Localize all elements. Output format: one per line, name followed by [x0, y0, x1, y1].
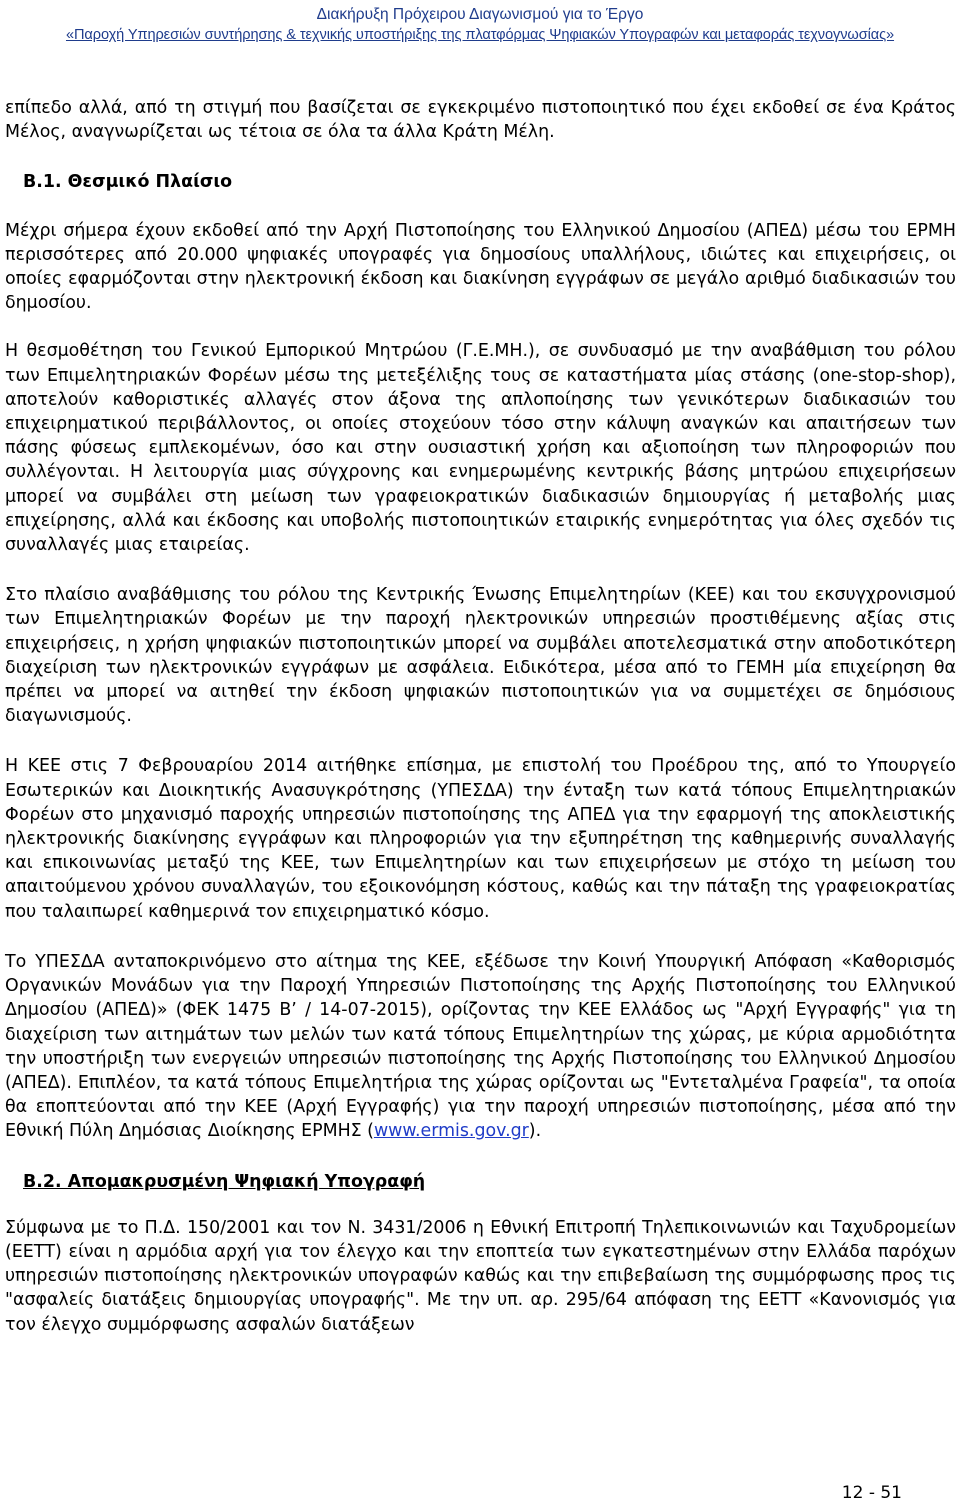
page-number: 12 - 51 [841, 1483, 902, 1503]
header-project-title: «Παροχή Υπηρεσιών συντήρησης & τεχνικής υποστήριξης της πλατφόρμας Ψηφιακών Υπογραφών και μεταφοράς τεχνογνωσίας» [65, 27, 895, 43]
paragraph-intro: επίπεδο αλλά, από τη στιγμή που βασίζεται σε εγκεκριμένο πιστοποιητικό που έχει εκδοθεί σε ένα Κράτος Μέλος, αναγνωρίζεται ως τέτοια σε όλα τα άλλα Κράτη Μέλη. [5, 98, 956, 143]
document-body [5, 96, 956, 1363]
paragraph-kee-upgrade: Στο πλαίσιο αναβάθμισης του ρόλου της Κεντρικής Ένωσης Επιμελητηρίων (ΚΕΕ) και του εκσυγχρονισμού των Επιμελητηριακών Φορέων με την παροχή ηλεκτρονικών υπηρεσιών προστιθέμενης αξίας στις επιχειρήσεις, η χρήση ψηφιακών πιστοποιητικών μπορεί να συμβάλει αποτελεσματικά στην αποδοτικότερη διαχείριση των ηλεκτρονικών εγγράφων με ασφάλεια. Ειδικότερα, μέσα από το ΓΕΜΗ μία επιχείρηση θα πρέπει να μπορεί να αιτηθεί την έκδοση ψηφιακών πιστοποιητικών για να συμμετέχει σε δημόσιους διαγωνισμούς. [5, 585, 956, 727]
section-heading-institutional-framework: Β.1. Θεσμικό Πλαίσιο [23, 172, 233, 193]
paragraph-ypesda-end: ). [528, 1121, 542, 1142]
header-title: Διακήρυξη Πρόχειρου Διαγωνισμού για το Έργο [316, 6, 644, 23]
paragraph-kee-request: Η ΚΕΕ στις 7 Φεβρουαρίου 2014 αιτήθηκε επίσημα, με επιστολή του Προέδρου της, από το Υπουργείο Εσωτερικών και Διοικητικής Ανασυγκρότησης (ΥΠΕΣΔΑ) την ένταξη των κατά τόπους Επιμελητηριακών Φορέων στο μηχανισμό παροχής υπηρεσιών πιστοποίησης της ΑΠΕΔ για την εφαρμογή της αποκλειστικής ηλεκτρονικής διακίνησης εγγράφων και πληροφοριών για την εξυπηρέτηση της καθημερινής συναλλαγής και επικοινωνίας μεταξύ της ΚΕΕ, των Επιμελητηρίων και των επιχειρήσεων με στόχο τη μείωση του απαιτούμενου χρόνου συναλλαγών, του εξοικονόμηση κόστους, καθώς και την πάταξη της γραφειοκρατίας που ταλαιπωρεί καθημερινά τον επιχειρηματικό κόσμο. [5, 756, 956, 922]
document-header [0, 4, 960, 46]
paragraph-ypesda-decision [5, 950, 956, 1144]
paragraph-eett: Σύμφωνα με το Π.Δ. 150/2001 και τον Ν. 3431/2006 η Εθνική Επιτροπή Τηλεπικοινωνιών και Ταχυδρομείων (ΕΕΤΤ) είναι η αρμόδια αρχή για τον έλεγχο και την εποπτεία των εγκατεστημένων στην Ελλάδα παρόχων υπηρεσιών πιστοποίησης ηλεκτρονικών υπογραφών καθώς και την επιβεβαίωση της συμμόρφωσης προς τις "ασφαλείς διατάξεις δημιουργίας υπογραφής". Με την υπ. αρ. 295/64 απόφαση της ΕΕΤΤ «Κανονισμός για τον έλεγχο συμμόρφωσης ασφαλών διατάξεων [5, 1217, 956, 1335]
paragraph-gemi: Η θεσμοθέτηση του Γενικού Εμπορικού Μητρώου (Γ.Ε.ΜΗ.), σε συνδυασμό με την αναβάθμιση του ρόλου των Επιμελητηριακών Φορέων μέσω της μετεξέλιξης τους σε καταστήματα μίας στάσης (one-stop-shop), αποτελούν καθοριστικές αλλαγές στον άξονα της απλοποίησης των γενικότερων διαδικασιών του επιχειρηματικού περιβάλλοντος, οι οποίες στοχεύουν τόσο στην κάλυψη αναγκών και απαιτήσεων των πάσης φύσεως εμπλεκομένων, όσο και στην ουσιαστική χρήση και αξιοποίηση των πληροφοριών που συλλέγονται. Η λειτουργία μιας σύγχρονης και ενημερωμένης κεντρικής βάσης μητρώου επιχειρήσεων μπορεί να συμβάλει στη μείωση των γραφειοκρατικών διαδικασιών δημιουργίας ή μεταβολής μιας επιχείρησης, αλλά και έκδοσης και υποβολής πιστοποιητικών εταιρικής ενημερότητας για όλες σχεδόν τις συναλλαγές μιας εταιρείας. [5, 341, 956, 556]
section-heading-remote-signature: Β.2. Απομακρυσμένη Ψηφιακή Υπογραφή [23, 1171, 426, 1192]
paragraph-signatures-issued: Μέχρι σήμερα έχουν εκδοθεί από την Αρχή Πιστοποίησης του Ελληνικού Δημοσίου (ΑΠΕΔ) μέσω του ΕΡΜΗ περισσότερες από 20.000 ψηφιακές υπογραφές για δημοσίους υπαλλήλους, ιδιώτες και επιχειρήσεις, οι οποίες εφαρμόζονται στην ηλεκτρονική έκδοση και διακίνηση εγγράφων σε μεγάλο αριθμό διαδικασιών του δημοσίου. [5, 220, 956, 314]
ermis-link[interactable]: www.ermis.gov.gr [373, 1121, 529, 1142]
paragraph-ypesda-text: Το ΥΠΕΣΔΑ ανταποκρινόμενο στο αίτημα της ΚΕΕ, εξέδωσε την Κοινή Υπουργική Απόφαση «Καθορισμός Οργανικών Μονάδων για την Παροχή Υπηρεσιών Πιστοποίησης της Αρχής Πιστοποίησης του Ελληνικού Δημοσίου (ΑΠΕΔ)» (ΦΕΚ 1475 Β’ / 14-07-2015), ορίζοντας την ΚΕΕ Ελλάδος ως "Αρχή Εγγραφής" για τη διαχείριση των αιτημάτων των μελών των κατά τόπους Επιμελητηρίων της χώρας, με κύρια αρμοδιότητα την υποστήριξη των ενεργειών υπηρεσιών πιστοποίησης της Αρχής Πιστοποίησης του Ελληνικού Δημοσίου (ΑΠΕΔ). Επιπλέον, τα κατά τόπους Επιμελητήρια της χώρας ορίζονται ως "Εντεταλμένα Γραφεία", τα οποία θα εποπτεύονται από την ΚΕΕ (Αρχή Εγγραφής) για την παροχή υπηρεσιών πιστοποίησης, μέσα από την Εθνική Πύλη Δημόσιας Διοίκησης ΕΡΜΗΣ ( [5, 951, 956, 1142]
